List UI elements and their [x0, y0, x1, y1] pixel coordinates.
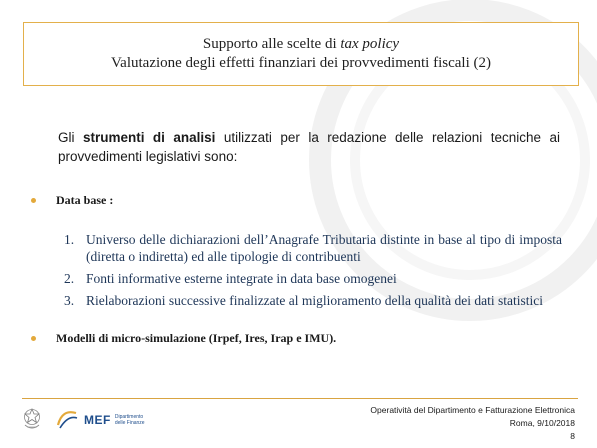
list-item-number: 2.: [64, 271, 75, 286]
list-item-text: Universo delle dichiarazioni dell’Anagrafe Tributaria distinte in base al tipo di imposta (diretta o indiretta) ed alle tipologie di contribuenti: [86, 232, 562, 264]
footer-info: [370, 404, 575, 443]
list-item-number: 1.: [64, 232, 75, 247]
intro-bold-term: strumenti di analisi: [82, 130, 216, 145]
page-number: 8: [570, 431, 575, 441]
title-italic-term: tax policy: [340, 36, 400, 52]
intro-paragraph: Gli strumenti di analisi utilizzati per la redazione delle relazioni tecniche ai provvedimenti legislativi sono:: [58, 130, 561, 164]
footer-date: Roma, 9/10/2018: [509, 418, 575, 428]
list-item: [64, 231, 562, 265]
italian-republic-emblem-icon: [22, 408, 42, 432]
mef-logo-subtitle: Dipartimento delle Finanze: [114, 414, 145, 426]
bullet-micro-simulation: [31, 331, 336, 346]
bullet-dot-icon: [31, 198, 36, 203]
list-item-number: 3.: [64, 293, 75, 308]
list-item-text: Fonti informative esterne integrate in data base omogenei: [86, 271, 397, 286]
list-item: [64, 292, 562, 309]
bullet-label: Data base :: [56, 193, 114, 207]
list-item: [64, 270, 562, 287]
bullet-data-base: [31, 193, 113, 208]
bullet-label: Modelli di micro-simulazione (Irpef, Ires, Irap e IMU).: [56, 331, 337, 345]
footer-logos: [22, 407, 151, 433]
slide-title-line1: Supporto alle scelte di tax policy: [202, 36, 400, 52]
slide-title-box: [23, 22, 579, 86]
data-base-list: [64, 231, 562, 314]
mef-swirl-icon: [54, 407, 80, 433]
bullet-dot-icon: [31, 336, 36, 341]
slide-title-line2: Valutazione degli effetti finanziari dei provvedimenti fiscali (2): [111, 55, 491, 71]
footer-divider: [22, 398, 578, 399]
mef-logo: [54, 407, 151, 433]
list-item-text: Rielaborazioni successive finalizzate al miglioramento della qualità dei dati statistici: [86, 293, 543, 308]
mef-logo-text: MEF: [84, 413, 111, 427]
footer-department: Operatività del Dipartimento e Fatturazione Elettronica: [370, 405, 575, 415]
